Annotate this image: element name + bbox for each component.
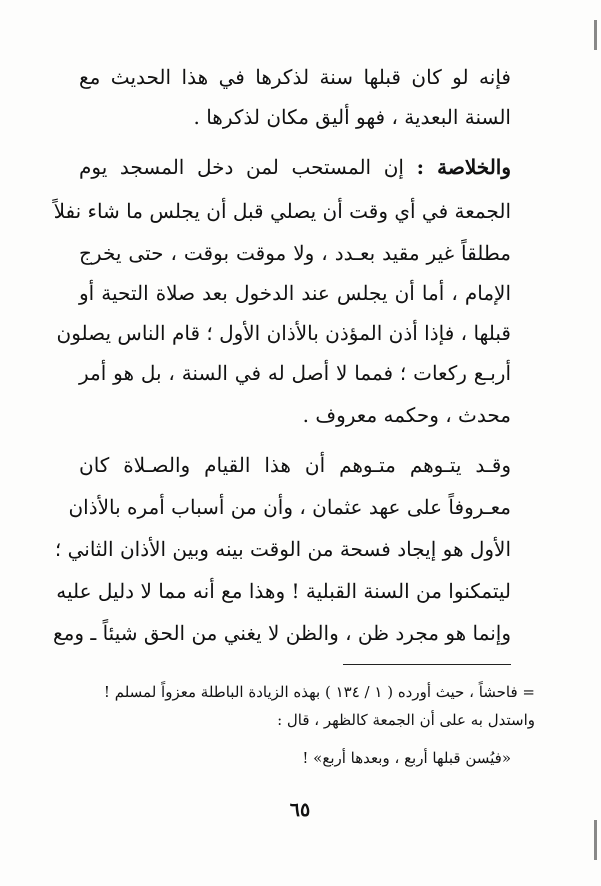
scan-edge-mark [594,820,597,860]
paragraph-1-line-1: فإنه لو كان قبلها سنة لذكرها في هذا الحديث مع [79,65,511,89]
summary-heading: والخلاصة : [416,155,512,179]
paragraph-3-line-1: وقـد يتـوهم متـوهم أن هذا القيام والصـلاة كان [79,453,511,477]
paragraph-2-line-5: قبلها ، فإذا أذن المؤذن بالأذان الأول ؛ قام الناس يصلون [56,321,511,345]
paragraph-2-line-3: مطلقاً غير مقيد بعـدد ، ولا موقت بوقت ، حتى يخرج [79,241,511,265]
page-number: ٦٥ [289,799,311,821]
footnote-line-1: = فاحشاً ، حيث أورده ( ١ / ١٣٤ ) بهذه الزيادة الباطلة معزواً لمسلم ! [103,683,535,701]
footnote-quote: «فيُسن قبلها أربع ، وبعدها أربع» ! [302,749,511,767]
paragraph-2-line-1 [79,152,511,182]
footnote-separator [343,664,511,665]
paragraph-2-line-2: الجمعة في أي وقت أن يصلي قبل أن يجلس ما شاء نفلاً [53,199,511,223]
paragraph-1-line-2: السنة البعدية ، فهو أليق مكان لذكرها . [193,105,511,129]
scan-edge-mark [594,20,597,50]
paragraph-2-line-1-text: إن المستحب لمن دخل المسجد يوم [79,155,404,179]
paragraph-3-line-4: ليتمكنوا من السنة القبلية ! وهذا مع أنه مما لا دليل عليه [56,579,511,603]
paragraph-3-line-2: معـروفاً على عهد عثمان ، وأن من أسباب أمره بالأذان [68,495,511,519]
paragraph-2-line-4: الإمام ، أما أن يجلس عند الدخول بعد صلاة التحية أو [79,281,511,305]
paragraph-3-line-5: وإنما هو مجرد ظن ، والظن لا يغني من الحق شيئاً ـ ومع [52,621,511,645]
paragraph-3-line-3: الأول هو إيجاد فسحة من الوقت بينه وبين الأذان الثاني ؛ [54,537,511,561]
footnote-line-2: واستدل به على أن الجمعة كالظهر ، قال : [277,711,535,729]
paragraph-2-line-6: أربـع ركعات ؛ فمما لا أصل له في السنة ، بل هو أمر [79,361,511,385]
paragraph-2-line-7: محدث ، وحكمه معروف . [302,403,511,427]
